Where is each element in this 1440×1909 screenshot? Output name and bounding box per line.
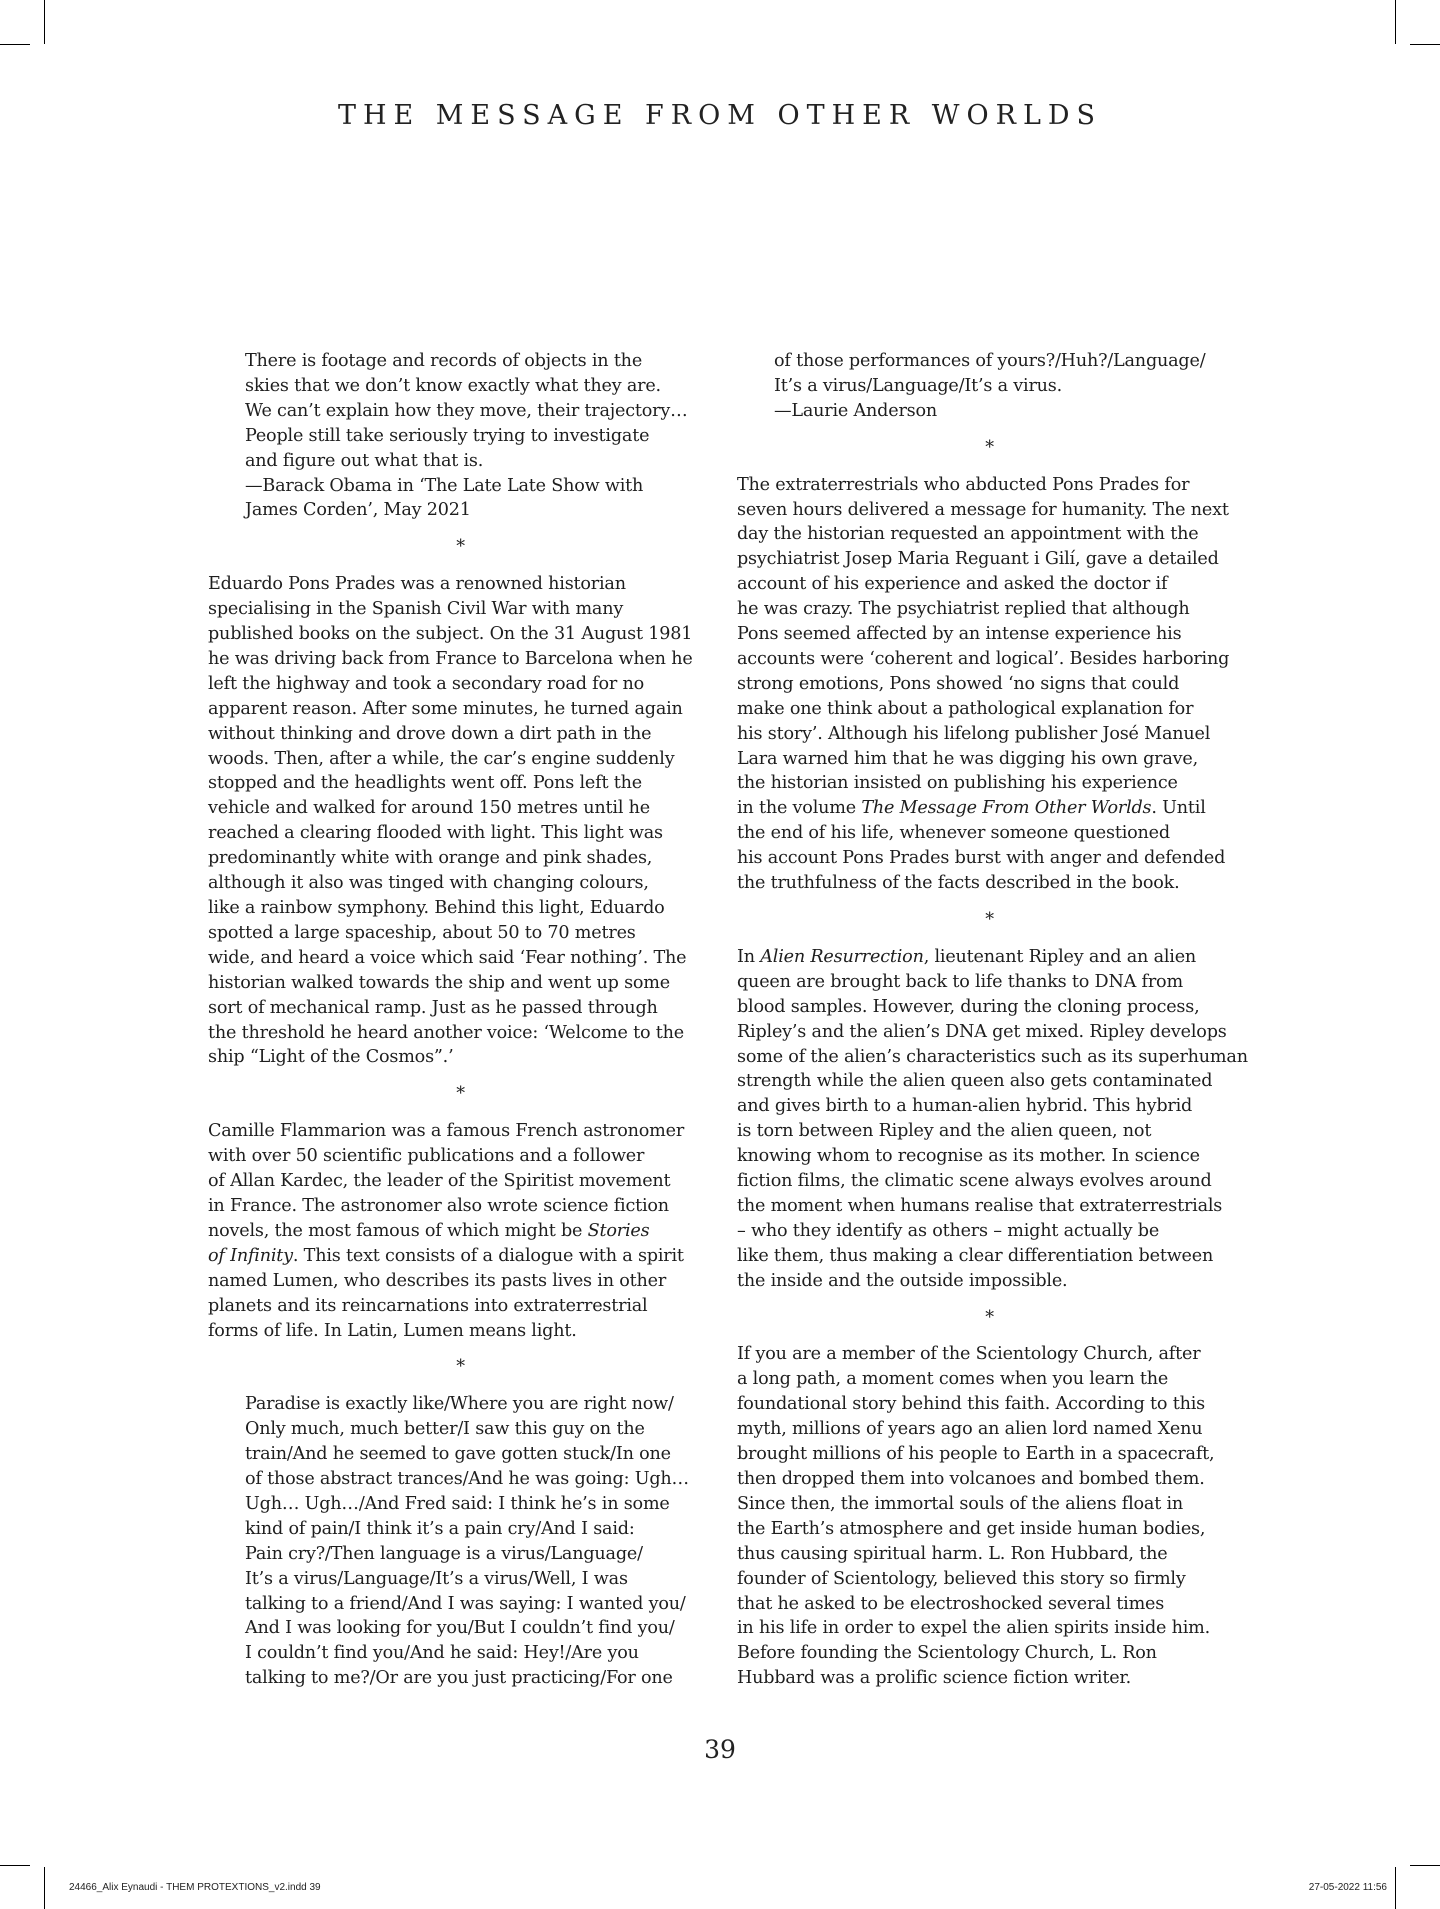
text-line: Before founding the Scientology Church, L. Ron [737, 1643, 1157, 1664]
text-line: his story’. Although his lifelong publisher José Manuel [737, 723, 1211, 744]
text-line: knowing whom to recognise as its mother. In science [737, 1146, 1200, 1167]
text-line: wide, and heard a voice which said ‘Fear nothing’. The [208, 947, 687, 968]
text-line: then dropped them into volcanoes and bombed them. [737, 1469, 1205, 1490]
text-line: Only much, much better/I saw this guy on the [245, 1419, 645, 1440]
text-line: the historian insisted on publishing his experience [737, 773, 1178, 794]
text-line: of those performances of yours?/Huh?/Language/ [774, 351, 1206, 371]
text-run: novels, the most famous of which might be [208, 1220, 588, 1241]
text-line [208, 1219, 713, 1244]
text-line: blood samples. However, during the cloning process, [737, 996, 1200, 1017]
quote-laurie-anderson-continued [737, 349, 1242, 424]
crop-mark [44, 1867, 45, 1909]
text-line: Camille Flammarion was a famous French astronomer [208, 1121, 685, 1142]
text-line: in his life in order to expel the alien spirits inside him. [737, 1618, 1211, 1639]
text-line: If you are a member of the Scientology Church, after [737, 1344, 1201, 1365]
text-line: Pain cry?/Then language is a virus/Language/ [245, 1543, 643, 1564]
text-line: without thinking and drove down a dirt path in the [208, 723, 652, 744]
quote-laurie-anderson [208, 1392, 713, 1691]
text-line: foundational story behind this faith. According to this [737, 1394, 1205, 1415]
text-line [208, 1244, 713, 1269]
book-title-italic: of Infinity [208, 1245, 293, 1266]
paragraph-alien-resurrection [737, 945, 1248, 1294]
text-line: woods. Then, after a while, the car’s engine suddenly [208, 748, 675, 769]
section-separator: * [985, 437, 994, 458]
text-line: that he asked to be electroshocked several times [737, 1593, 1165, 1614]
text-line: founder of Scientology, believed this story so firmly [737, 1568, 1186, 1589]
text-line: I couldn’t find you/And he said: Hey!/Are you [245, 1643, 639, 1664]
text-line: predominantly white with orange and pink shades, [208, 848, 653, 869]
text-line: myth, millions of years ago an alien lord named Xenu [737, 1419, 1203, 1440]
text-run: , lieutenant Ripley and an alien [923, 946, 1197, 967]
crop-mark [0, 1865, 30, 1866]
crop-mark [1395, 0, 1396, 44]
text-line: —Laurie Anderson [774, 400, 938, 421]
text-line: some of the alien’s characteristics such as its superhuman [737, 1046, 1248, 1067]
text-line: and figure out what that is. [245, 450, 484, 471]
text-line: Ugh… Ugh…/And Fred said: I think he’s in some [245, 1493, 670, 1514]
text-line: —Barack Obama in ‘The Late Late Show with [245, 475, 644, 496]
text-line: The extraterrestrials who abducted Pons Prades for [737, 474, 1190, 495]
text-line: talking to me?/Or are you just practicing/For one [245, 1668, 673, 1689]
section-separator: * [456, 1357, 465, 1378]
slug-filename: 24466_Alix Eynaudi - THEM PROTEXTIONS_v2.indd 39 [69, 1882, 321, 1893]
text-line: Eduardo Pons Prades was a renowned historian [208, 574, 626, 595]
text-line: It’s a virus/Language/It’s a virus/Well, I was [245, 1568, 628, 1589]
text-line: of Allan Kardec, the leader of the Spiritist movement [208, 1171, 671, 1192]
text-line: Ripley’s and the alien’s DNA get mixed. Ripley develops [737, 1021, 1227, 1042]
text-line: named Lumen, who describes its pasts lives in other [208, 1270, 667, 1291]
section-separator: * [456, 1084, 465, 1105]
text-line: apparent reason. After some minutes, he turned again [208, 698, 683, 719]
page-number: 39 [704, 1735, 736, 1764]
text-line: like them, thus making a clear differentiation between [737, 1245, 1214, 1266]
crop-mark [1410, 44, 1440, 45]
left-column [208, 349, 713, 1691]
section-separator: * [456, 537, 465, 558]
text-line: Lara warned him that he was digging his own grave, [737, 748, 1199, 769]
text-line: historian walked towards the ship and went up some [208, 972, 670, 993]
text-line: like a rainbow symphony. Behind this light, Eduardo [208, 898, 665, 919]
text-line: talking to a friend/And I was saying: I wanted you/ [245, 1593, 686, 1614]
text-line: a long path, a moment comes when you learn the [737, 1369, 1169, 1390]
section-separator: * [985, 910, 994, 931]
text-line: vehicle and walked for around 150 metres until he [208, 798, 650, 819]
text-run: . This text consists of a dialogue with a spirit [292, 1245, 684, 1266]
text-line: the end of his life, whenever someone questioned [737, 823, 1170, 844]
text-line: ship “Light of the Cosmos”.’ [208, 1047, 454, 1068]
text-line: specialising in the Spanish Civil War with many [208, 599, 624, 620]
text-line: James Corden’, May 2021 [245, 500, 471, 521]
text-line: skies that we don’t know exactly what they are. [245, 375, 661, 396]
text-line: the inside and the outside impossible. [737, 1270, 1068, 1291]
text-line: It’s a virus/Language/It’s a virus. [774, 375, 1063, 396]
text-line: accounts were ‘coherent and logical’. Besides harboring [737, 648, 1230, 669]
book-title-italic: Stories [587, 1220, 650, 1241]
text-line: queen are brought back to life thanks to DNA from [737, 971, 1183, 992]
text-line: his account Pons Prades burst with anger and defended [737, 848, 1226, 869]
text-line: thus causing spiritual harm. L. Ron Hubbard, the [737, 1543, 1168, 1564]
text-line: account of his experience and asked the doctor if [737, 574, 1168, 595]
text-line: make one think about a pathological explanation for [737, 698, 1194, 719]
slug-timestamp: 27-05-2022 11:56 [1308, 1882, 1387, 1893]
quote-obama [208, 349, 713, 523]
crop-mark [0, 44, 30, 45]
crop-mark [1395, 1867, 1396, 1909]
text-line: Since then, the immortal souls of the aliens float in [737, 1493, 1184, 1514]
text-line: Paradise is exactly like/Where you are right now/ [245, 1394, 674, 1415]
text-line: of those abstract trances/And he was going: Ugh… [245, 1469, 689, 1490]
text-line: day the historian requested an appointment with the [737, 524, 1199, 545]
text-line: – who they identify as others – might actually be [737, 1220, 1160, 1241]
text-line: forms of life. In Latin, Lumen means light. [208, 1320, 577, 1341]
text-line: the Earth’s atmosphere and get inside human bodies, [737, 1518, 1206, 1539]
text-line: seven hours delivered a message for humanity. The next [737, 499, 1229, 520]
paragraph-scientology [737, 1342, 1242, 1691]
right-column [737, 349, 1248, 1691]
text-run: In [737, 946, 761, 967]
text-line: published books on the subject. On the 31 August 1981 [208, 624, 693, 645]
crop-mark [1410, 1865, 1440, 1866]
text-line: And I was looking for you/But I couldn’t find you/ [245, 1618, 675, 1639]
text-line: We can’t explain how they move, their trajectory… [245, 400, 688, 421]
text-line: the threshold he heard another voice: ‘Welcome to the [208, 1022, 684, 1043]
running-head: THE MESSAGE FROM OTHER WORLDS [337, 100, 1103, 131]
film-title-italic: Alien Resurrection [760, 946, 924, 967]
text-line: Pons seemed affected by an intense experience his [737, 624, 1182, 645]
text-line: fiction films, the climatic scene always evolves around [737, 1171, 1212, 1192]
paragraph-pons-prades [208, 572, 713, 1070]
text-line: Hubbard was a prolific science fiction writer. [737, 1668, 1132, 1689]
text-line: is torn between Ripley and the alien queen, not [737, 1121, 1152, 1142]
text-line: spotted a large spaceship, about 50 to 70 metres [208, 922, 636, 943]
text-line: he was crazy. The psychiatrist replied that although [737, 599, 1190, 620]
section-separator: * [985, 1307, 994, 1328]
text-line: psychiatrist Josep Maria Reguant i Gilí, gave a detailed [737, 549, 1219, 570]
text-line: in France. The astronomer also wrote science fiction [208, 1195, 669, 1216]
text-line: although it also was tinged with changing colours, [208, 873, 649, 894]
text-line: reached a clearing flooded with light. This light was [208, 823, 663, 844]
text-line: People still take seriously trying to investigate [245, 425, 650, 446]
crop-mark [44, 0, 45, 44]
text-line [737, 945, 1242, 970]
book-title-italic: The Message From Other Worlds [861, 798, 1152, 819]
text-line: he was driving back from France to Barcelona when he [208, 648, 693, 669]
text-line: kind of pain/I think it’s a pain cry/And I said: [245, 1518, 635, 1539]
text-line: planets and its reincarnations into extraterrestrial [208, 1295, 648, 1316]
text-line: train/And he seemed to gave gotten stuck/In one [245, 1444, 671, 1465]
text-line: strength while the alien queen also gets contaminated [737, 1071, 1213, 1092]
text-run: in the volume [737, 798, 862, 819]
text-line: left the highway and took a secondary road for no [208, 673, 645, 694]
text-line: the truthfulness of the facts described in the book. [737, 873, 1180, 894]
paragraph-flammarion [208, 1119, 713, 1343]
text-run: . Until [1151, 798, 1206, 819]
paragraph-message-for-humanity [737, 473, 1242, 896]
text-line: There is footage and records of objects in the [245, 351, 643, 371]
text-line: the moment when humans realise that extraterrestrials [737, 1195, 1223, 1216]
text-line [737, 796, 1242, 821]
text-line: stopped and the headlights went off. Pons left the [208, 773, 642, 794]
text-line: sort of mechanical ramp. Just as he passed through [208, 997, 658, 1018]
text-line: strong emotions, Pons showed ‘no signs that could [737, 673, 1180, 694]
text-line: brought millions of his people to Earth in a spacecraft, [737, 1444, 1215, 1465]
text-line: with over 50 scientific publications and a follower [208, 1146, 645, 1167]
text-line: and gives birth to a human-alien hybrid. This hybrid [737, 1096, 1193, 1117]
